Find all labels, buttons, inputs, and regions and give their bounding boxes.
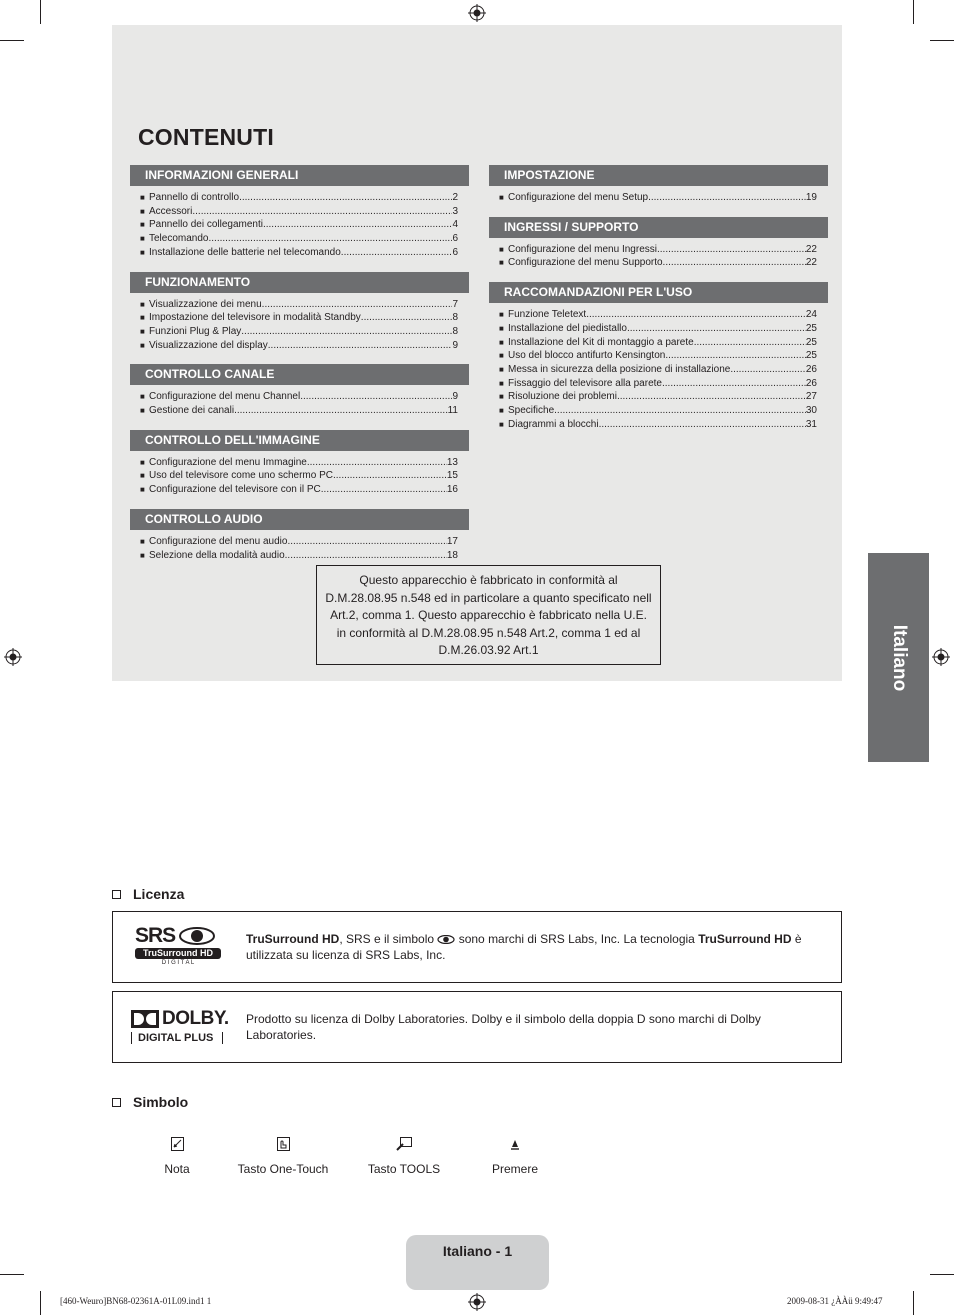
square-bullet-icon: ■ [499, 378, 504, 388]
note-icon [171, 1137, 184, 1151]
toc-section [489, 282, 828, 431]
toc-entry[interactable] [130, 456, 469, 470]
toc-entry-page: 18 [446, 549, 458, 561]
toc-entry-title: Telecomando [149, 233, 209, 245]
square-bullet-icon: ■ [140, 313, 145, 323]
dot-leader [361, 311, 453, 325]
srs-license-text [246, 931, 821, 963]
toc-entry-page: 9 [452, 391, 458, 403]
registration-mark-icon [468, 4, 486, 22]
square-bullet-icon: ■ [140, 392, 145, 402]
toc-section-heading: INGRESSI / SUPPORTO [489, 217, 828, 238]
square-bullet-icon: ■ [140, 247, 145, 257]
square-bullet-icon: ■ [499, 406, 504, 416]
srs-inline-symbol-icon [437, 935, 455, 944]
toc-entry[interactable] [130, 246, 469, 260]
toc-entry[interactable] [489, 191, 828, 205]
toc-entry-title: Configurazione del menu Immagine [149, 456, 307, 468]
symbol-label: Nota [164, 1162, 190, 1176]
symbol-label: Tasto One-Touch [237, 1162, 329, 1176]
square-bullet-icon: ■ [140, 234, 145, 244]
toc-section [130, 364, 469, 417]
toc-entry[interactable] [130, 390, 469, 404]
dolby-license-box [112, 991, 842, 1063]
crop-mark [913, 0, 914, 24]
crop-mark [0, 40, 24, 41]
square-bullet-icon: ■ [140, 406, 145, 416]
toc-entry[interactable] [130, 404, 469, 418]
toc-left-column [130, 165, 469, 574]
dot-leader [657, 243, 806, 257]
toc-entry-page: 27 [805, 391, 817, 403]
toc-entry[interactable] [130, 469, 469, 483]
symbol-label: Premere [491, 1162, 538, 1176]
toc-entry-page: 7 [452, 298, 458, 310]
dot-leader [241, 325, 452, 339]
crop-mark [40, 0, 41, 24]
square-bullet-icon: ■ [499, 392, 504, 402]
simbolo-heading [112, 1094, 188, 1110]
toc-entry-title: Fissaggio del televisore alla parete [508, 377, 662, 389]
dot-leader [586, 308, 806, 322]
toc-section [130, 509, 469, 562]
toc-entry-title: Uso del televisore come uno schermo PC [149, 470, 333, 482]
language-side-tab [868, 553, 929, 762]
slug-right: 2009-08-31 ¿ÀÀü 9:49:47 [787, 1296, 883, 1306]
toc-entry-title: Configurazione del menu audio [149, 535, 288, 547]
toc-section-heading: FUNZIONAMENTO [130, 272, 469, 293]
toc-entry[interactable] [130, 191, 469, 205]
slug-left: [460-Weuro]BN68-02361A-01L09.ind1 1 [60, 1296, 212, 1306]
toc-entry-page: 6 [452, 233, 458, 245]
crop-mark [913, 1291, 914, 1315]
square-bullet-icon: ■ [140, 340, 145, 350]
square-bullet-icon: ■ [140, 550, 145, 560]
toc-entry[interactable] [130, 298, 469, 312]
dot-leader [234, 404, 448, 418]
toc-entry-page: 9 [452, 339, 458, 351]
toc-entry-page: 11 [447, 405, 458, 417]
dot-leader [263, 218, 452, 232]
dot-leader [662, 377, 806, 391]
dolby-logo [131, 1010, 231, 1044]
toc-entry[interactable] [489, 404, 828, 418]
srs-logo-sub: TruSurround HD [135, 948, 221, 959]
page-number-tab [406, 1235, 549, 1290]
toc-entry-page: 6 [452, 246, 458, 258]
square-bullet-icon: ■ [140, 457, 145, 467]
dot-leader [268, 339, 453, 353]
toc-section-heading: IMPOSTAZIONE [489, 165, 828, 186]
dot-leader [287, 535, 446, 549]
toc-entry-title: Installazione del piedistallo [508, 322, 627, 334]
toc-entry-page: 2 [452, 192, 458, 203]
toc-entry-page: 25 [805, 336, 817, 348]
square-bullet-icon: ■ [140, 326, 145, 336]
notice-line: Art.2, comma 1. Questo apparecchio è fabbricato nella U.E. [330, 608, 647, 623]
toc-section-heading: CONTROLLO AUDIO [130, 509, 469, 530]
crop-mark [930, 1274, 954, 1275]
toc-entry-title: Risoluzione dei problemi [508, 391, 617, 403]
symbol-item-one-touch [223, 1134, 343, 1176]
toc-entry-title: Gestione dei canali [149, 405, 235, 417]
page-title: CONTENUTI [138, 124, 274, 150]
toc-entry-title: Funzioni Plug & Play [149, 325, 242, 337]
square-bullet-icon: ■ [499, 258, 504, 268]
toc-entry-title: Installazione delle batterie nel telecomando [149, 246, 341, 258]
language-tab-label: Italiano [888, 624, 910, 691]
toc-entry-title: Uso del blocco antifurto Kensington [508, 350, 666, 362]
toc-entry[interactable] [489, 322, 828, 336]
toc-entry-page: 3 [452, 205, 458, 217]
square-bullet-icon: ■ [499, 244, 504, 254]
dot-leader [285, 549, 447, 563]
toc-entry-page: 8 [452, 312, 458, 324]
symbol-item-premere [455, 1134, 575, 1176]
square-bullet-icon: ■ [140, 299, 145, 309]
dot-leader [663, 256, 806, 270]
toc-section-heading: CONTROLLO DELL'IMMAGINE [130, 430, 469, 451]
dot-leader [599, 418, 806, 432]
toc-entry[interactable] [489, 336, 828, 350]
srs-license-box [112, 911, 842, 983]
square-bullet-icon: ■ [140, 485, 145, 495]
toc-entry[interactable] [489, 349, 828, 363]
registration-mark-icon [4, 648, 22, 666]
square-bullet-icon: ■ [140, 536, 145, 546]
dot-leader [648, 191, 806, 205]
symbol-item-tools [344, 1134, 464, 1176]
square-bullet-icon: ■ [499, 310, 504, 320]
toc-entry-page: 30 [805, 405, 817, 417]
dot-leader [554, 404, 806, 418]
toc-entry[interactable] [130, 218, 469, 232]
toc-entry-title: Impostazione del televisore in modalità Standby [149, 312, 361, 324]
notice-line: Questo apparecchio è fabbricato in conformità al [359, 573, 618, 587]
toc-entry-title: Pannello di controllo [149, 192, 240, 203]
toc-entry[interactable] [130, 483, 469, 497]
toc-entry[interactable] [489, 418, 828, 432]
toc-entry-page: 8 [452, 325, 458, 337]
toc-entry-title: Installazione del Kit di montaggio a parete [508, 336, 694, 348]
toc-entry-page: 25 [805, 322, 817, 334]
toc-entry[interactable] [130, 339, 469, 353]
toc-entry-title: Configurazione del menu Ingressi [508, 243, 657, 255]
dot-leader [730, 363, 806, 377]
checkbox-bullet-icon [112, 890, 121, 899]
notice-line: in conformità al D.M.28.08.95 n.548 Art.2, comma 1 ed al [336, 625, 641, 640]
toc-entry-title: Specifiche [508, 405, 555, 417]
conformity-notice [316, 565, 661, 665]
toc-entry-title: Configurazione del menu Supporto [508, 257, 663, 269]
dot-leader [192, 205, 452, 219]
srs-logo [135, 926, 225, 966]
toc-entry-title: Configurazione del menu Setup [508, 192, 649, 203]
toc-entry[interactable] [130, 549, 469, 563]
toc-section [489, 165, 828, 205]
srs-text-a: , SRS e il simbolo [339, 932, 438, 946]
srs-logo-digital: D I G I T A L [161, 960, 195, 966]
dolby-double-d-icon [131, 1010, 159, 1028]
one-touch-icon [277, 1137, 290, 1151]
square-bullet-icon: ■ [499, 364, 504, 374]
dot-leader [307, 456, 447, 470]
square-bullet-icon: ■ [140, 206, 145, 216]
toc-entry-page: 24 [805, 309, 817, 321]
square-bullet-icon: ■ [499, 193, 504, 202]
toc-entry[interactable] [130, 232, 469, 246]
square-bullet-icon: ■ [140, 471, 145, 481]
dolby-logo-text: DOLBY. [162, 1008, 229, 1029]
toc-entry-title: Configurazione del menu Channel [149, 391, 301, 403]
dolby-license-text: Prodotto su licenza di Dolby Laboratories. Dolby e il simbolo della doppia D sono marchi di Dolby Laboratories. [246, 1012, 761, 1042]
srs-bold-2: TruSurround HD [698, 932, 792, 946]
toc-entry[interactable] [130, 325, 469, 339]
srs-text-b: sono marchi di SRS Labs, Inc. La tecnologia [455, 932, 699, 946]
toc-section-heading: INFORMAZIONI GENERALI [130, 165, 469, 186]
licenza-heading [112, 886, 184, 902]
press-icon [511, 1138, 519, 1150]
toc-entry-page: 15 [446, 470, 458, 482]
toc-entry-page: 19 [805, 192, 817, 203]
toc-entry-page: 22 [805, 243, 817, 255]
checkbox-bullet-icon [112, 1098, 121, 1107]
registration-mark-icon [932, 648, 950, 666]
toc-entry-page: 26 [805, 377, 817, 389]
toc-entry-title: Diagrammi a blocchi [508, 418, 599, 430]
square-bullet-icon: ■ [499, 323, 504, 333]
toc-entry-page: 4 [452, 219, 458, 231]
toc-entry[interactable] [130, 311, 469, 325]
toc-entry[interactable] [489, 390, 828, 404]
toc-right-column [489, 165, 828, 443]
crop-mark [930, 40, 954, 41]
symbol-label: Tasto TOOLS [367, 1162, 441, 1176]
toc-entry-title: Configurazione del televisore con il PC [149, 484, 321, 496]
toc-section-heading: CONTROLLO CANALE [130, 364, 469, 385]
dot-leader [300, 390, 452, 404]
toc-entry[interactable] [130, 205, 469, 219]
toc-entry[interactable] [489, 377, 828, 391]
toc-entry-title: Selezione della modalità audio [149, 549, 285, 561]
dot-leader [694, 336, 806, 350]
srs-text-c: è utilizzata su licenza di SRS Labs, Inc. [246, 932, 802, 962]
toc-entry-title: Visualizzazione dei menu [149, 298, 262, 310]
square-bullet-icon: ■ [140, 220, 145, 230]
tools-icon [396, 1137, 412, 1151]
square-bullet-icon: ■ [499, 419, 504, 429]
simbolo-heading-text: Simbolo [133, 1094, 189, 1110]
toc-entry-page: 13 [446, 456, 458, 468]
srs-symbol-icon [178, 927, 216, 945]
dot-leader [321, 483, 447, 497]
page-number-label: Italiano - 1 [442, 1243, 513, 1259]
square-bullet-icon: ■ [499, 337, 504, 347]
crop-mark [40, 1291, 41, 1315]
srs-bold-1: TruSurround HD [246, 932, 340, 946]
toc-entry-title: Accessori [149, 205, 193, 217]
registration-mark-icon [468, 1293, 486, 1311]
toc-entry-title: Pannello dei collegamenti [149, 219, 263, 231]
dot-leader [617, 390, 806, 404]
toc-section [130, 165, 469, 260]
toc-section [489, 217, 828, 270]
toc-entry[interactable] [489, 243, 828, 257]
toc-entry-page: 16 [446, 484, 458, 496]
toc-entry-page: 17 [446, 535, 458, 547]
crop-mark [0, 1274, 24, 1275]
toc-section [130, 272, 469, 353]
square-bullet-icon: ■ [499, 351, 504, 361]
symbol-item-nota [117, 1134, 237, 1176]
toc-section-heading: RACCOMANDAZIONI PER L'USO [489, 282, 828, 303]
dot-leader [208, 232, 452, 246]
toc-entry[interactable] [489, 256, 828, 270]
toc-entry-page: 22 [805, 257, 817, 269]
toc-entry[interactable] [489, 308, 828, 322]
toc-entry-page: 26 [805, 363, 817, 375]
dot-leader [665, 349, 806, 363]
toc-entry-page: 31 [805, 418, 817, 430]
dot-leader [262, 298, 453, 312]
dot-leader [239, 191, 452, 205]
dot-leader [627, 322, 806, 336]
notice-line: D.M.26.03.92 Art.1 [438, 643, 539, 658]
dot-leader [333, 469, 447, 483]
dolby-logo-sub: DIGITAL PLUS [131, 1032, 223, 1044]
toc-entry[interactable] [130, 535, 469, 549]
srs-logo-text: SRS [135, 924, 176, 947]
dot-leader [341, 246, 453, 260]
notice-line: D.M.28.08.95 n.548 ed in particolare a quanto specificato nell [325, 590, 652, 605]
square-bullet-icon: ■ [140, 193, 145, 202]
toc-entry-title: Visualizzazione del display [149, 339, 268, 351]
toc-entry-page: 25 [805, 350, 817, 362]
toc-entry[interactable] [489, 363, 828, 377]
toc-section [130, 430, 469, 497]
licenza-heading-text: Licenza [133, 886, 185, 902]
toc-entry-title: Funzione Teletext [508, 309, 587, 321]
toc-entry-title: Messa in sicurezza della posizione di installazione [508, 363, 731, 375]
